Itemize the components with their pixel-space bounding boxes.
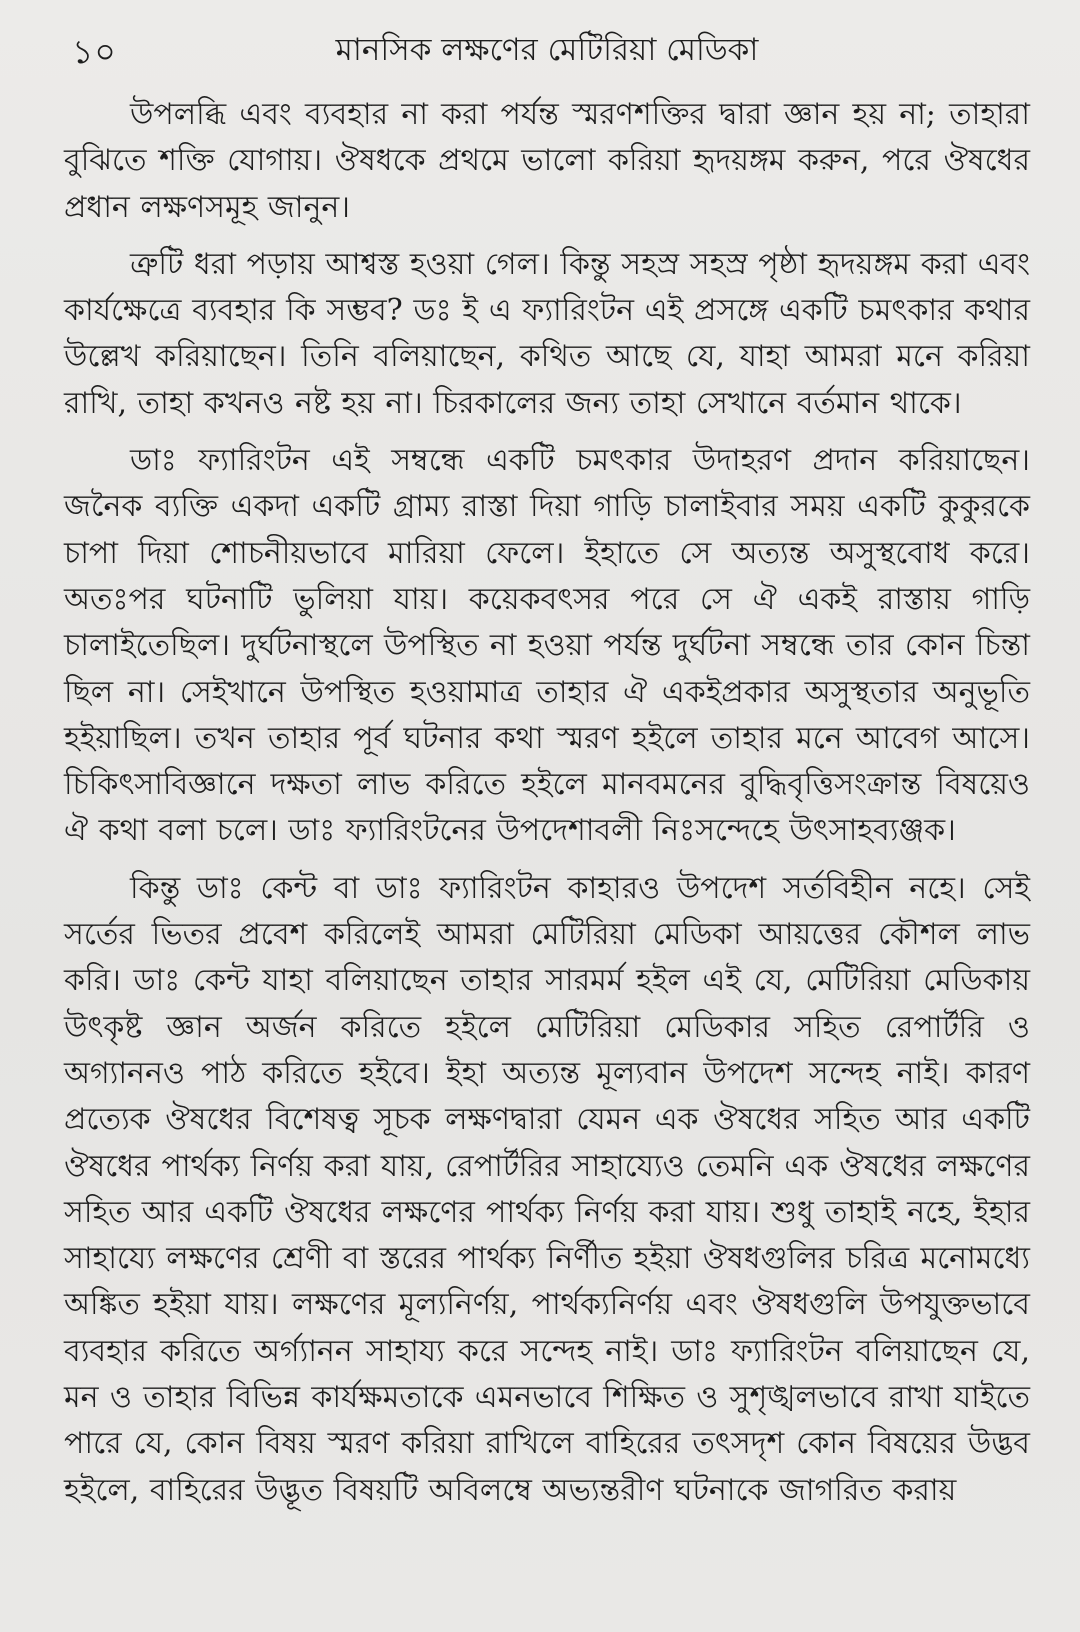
paragraph: ডাঃ ফ্যারিংটন এই সম্বন্ধে একটি চমৎকার উদাহরণ প্রদান করিয়াছেন। জনৈক ব্যক্তি একদা একটি গ্রাম্য রাস্তা দিয়া গাড়ি চালাইবার সময় একটি কুকুরকে চাপা দিয়া শোচনীয়ভাবে মারিয়া ফেলে। ইহাতে সে অত্যন্ত অসুস্থবোধ করে। অতঃপর ঘটনাটি ভুলিয়া যায়। কয়েকবৎসর পরে সে ঐ একই রাস্তায় গাড়ি চালাইতেছিল। দুর্ঘটনাস্থলে উপস্থিত না হওয়া পর্যন্ত দুর্ঘটনা সম্বন্ধে তার কোন চিন্তা ছিল না। সেইখানে উপস্থিত হওয়ামাত্র তাহার ঐ একইপ্রকার অসুস্থতার অনুভূতি হইয়াছিল। তখন তাহার পূর্ব ঘটনার কথা স্মরণ হইলে তাহার মনে আবেগ আসে। চিকিৎসাবিজ্ঞানে দক্ষতা লাভ করিতে হইলে মানবমনের বুদ্ধিবৃত্তিসংক্রান্ত বিষয়েও ঐ কথা বলা চলে। ডাঃ ফ্যারিংটনের উপদেশাবলী নিঃসন্দেহে উৎসাহব্যঞ্জক। [64, 443, 1031, 849]
body-text [64, 92, 1030, 1514]
page-header [64, 18, 1030, 78]
page-number: ১০ [72, 32, 117, 71]
paragraph: ত্রুটি ধরা পড়ায় আশ্বস্ত হওয়া গেল। কিন্তু সহস্র সহস্র পৃষ্ঠা হৃদয়ঙ্গম করা এবং কার্যক্ষেত্রে ব্যবহার কি সম্ভব? ডঃ ই এ ফ্যারিংটন এই প্রসঙ্গে একটি চমৎকার কথার উল্লেখ করিয়াছেন। তিনি বলিয়াছেন, কথিত আছে যে, যাহা আমরা মনে করিয়া রাখি, তাহা কখনও নষ্ট হয় না। চিরকালের জন্য তাহা সেখানে বর্তমান থাকে। [64, 246, 1030, 421]
running-title: মানসিক লক্ষণের মেটিরিয়া মেডিকা [335, 32, 759, 68]
paragraph: কিন্তু ডাঃ কেন্ট বা ডাঃ ফ্যারিংটন কাহারও উপদেশ সর্তবিহীন নহে। সেই সর্তের ভিতর প্রবেশ করিলেই আমরা মেটিরিয়া মেডিকা আয়ত্তের কৌশল লাভ করি। ডাঃ কেন্ট যাহা বলিয়াছেন তাহার সারমর্ম হইল এই যে, মেটিরিয়া মেডিকায় উৎকৃষ্ট জ্ঞান অর্জন করিতে হইলে মেটিরিয়া মেডিকার সহিত রেপার্টরি ও অগ্যাননও পাঠ করিতে হইবে। ইহা অত্যন্ত মূল্যবান উপদেশ সন্দেহ নাই। কারণ প্রত্যেক ঔষধের বিশেষত্ব সূচক লক্ষণদ্বারা যেমন এক ঔষধের সহিত আর একটি ঔষধের পার্থক্য নির্ণয় করা যায়, রেপার্টরির সাহায্যেও তেমনি এক ঔষধের লক্ষণের সহিত আর একটি ঔষধের লক্ষণের পার্থক্য নির্ণয় করা যায়। শুধু তাহাই নহে, ইহার সাহায্যে লক্ষণের শ্রেণী বা স্তরের পার্থক্য নির্ণীত হইয়া ঔষধগুলির চরিত্র মনোমধ্যে অঙ্কিত হইয়া যায়। লক্ষণের মূল্যনির্ণয়, পার্থক্যনির্ণয় এবং ঔষধগুলি উপযুক্তভাবে ব্যবহার করিতে অর্গ্যানন সাহায্য করে সন্দেহ নাই। ডাঃ ফ্যারিংটন বলিয়াছেন যে, মন ও তাহার বিভিন্ন কার্যক্ষমতাকে এমনভাবে শিক্ষিত ও সুশৃঙ্খলভাবে রাখা যাইতে পারে যে, কোন বিষয় স্মরণ করিয়া রাখিলে বাহিরের তৎসদৃশ কোন বিষয়ের উদ্ভব হইলে, বাহিরের উদ্ভূত বিষয়টি অবিলম্বে অভ্যন্তরীণ ঘটনাকে জাগরিত করায় [64, 870, 1030, 1508]
paragraph: উপলব্ধি এবং ব্যবহার না করা পর্যন্ত স্মরণশক্তির দ্বারা জ্ঞান হয় না; তাহারা বুঝিতে শক্তি যোগায়। ঔষধকে প্রথমে ভালো করিয়া হৃদয়ঙ্গম করুন, পরে ঔষধের প্রধান লক্ষণসমূহ জানুন। [64, 97, 1030, 225]
